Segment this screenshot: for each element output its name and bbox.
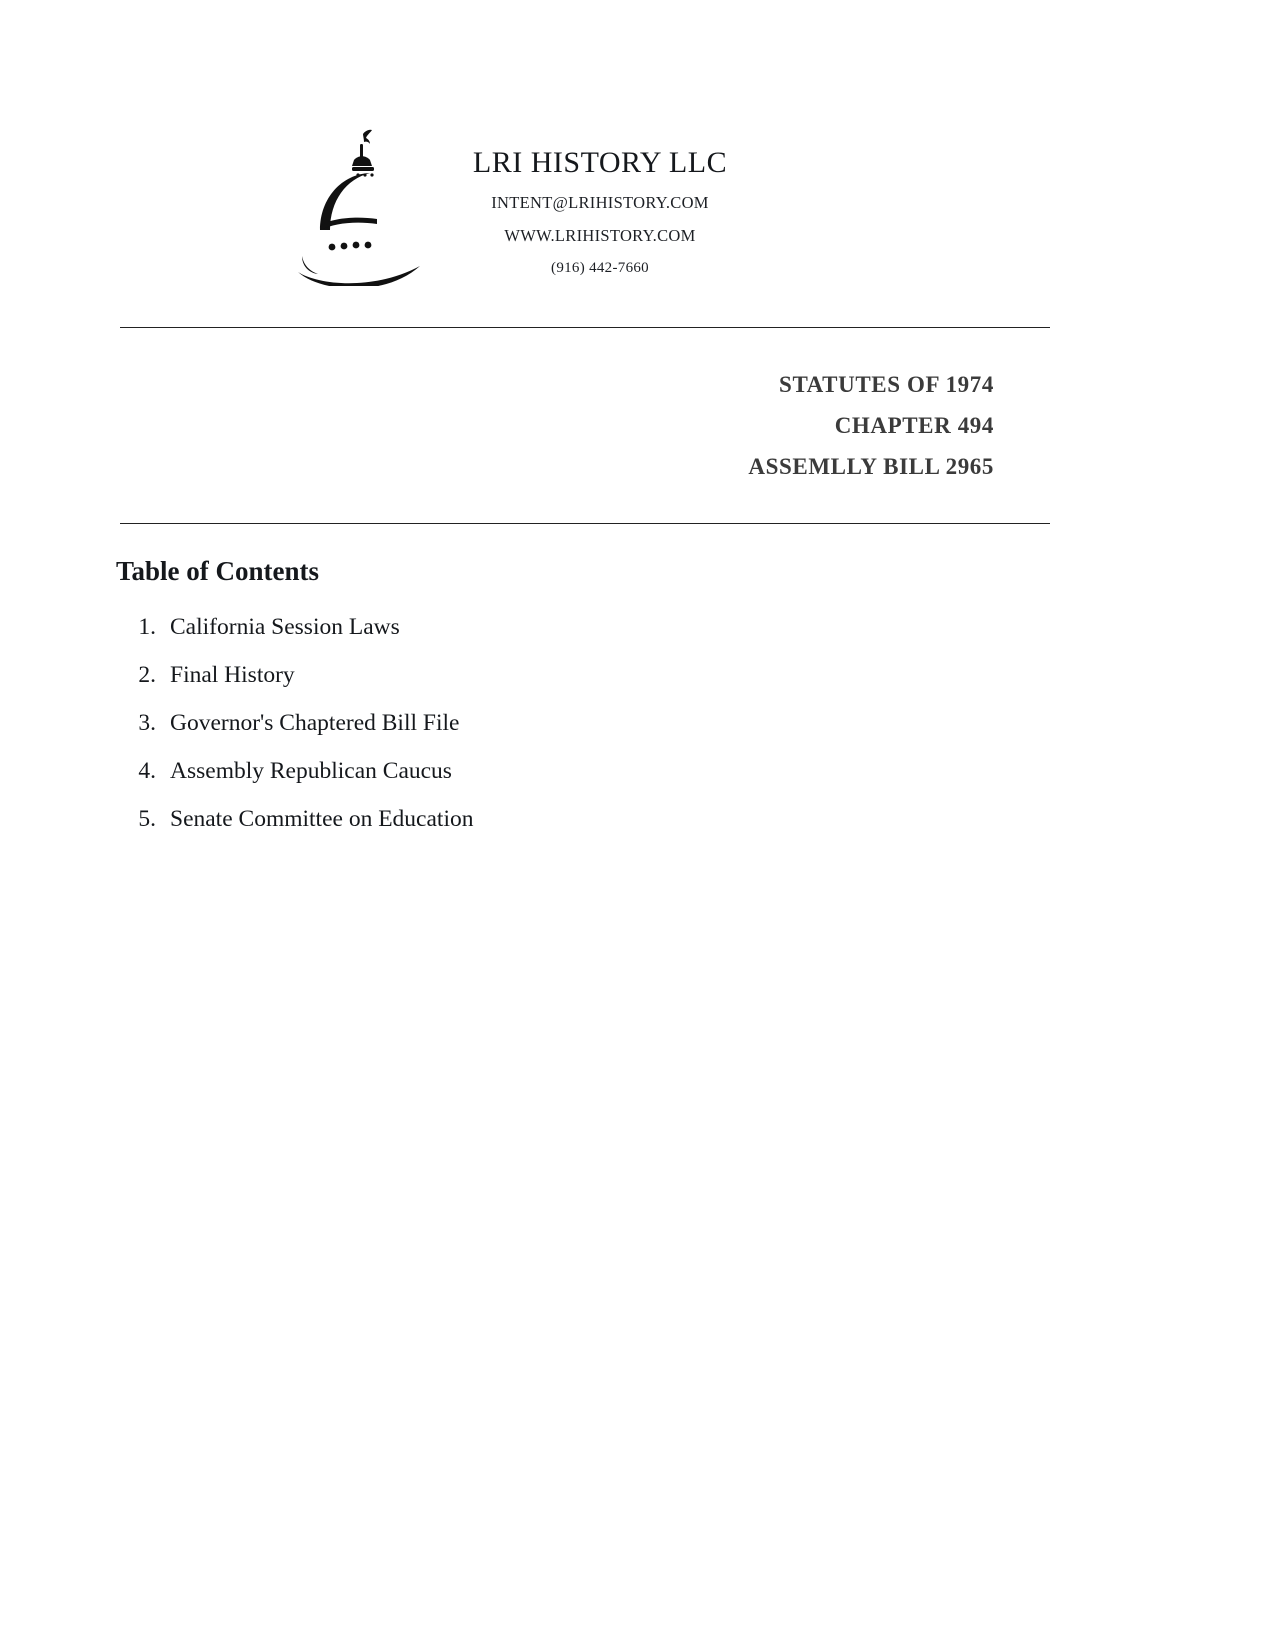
list-item-label: California Session Laws: [170, 614, 400, 640]
list-item-number: 3.: [138, 710, 156, 736]
chapter-line: CHAPTER 494: [834, 413, 994, 438]
title-block: [748, 364, 994, 487]
letterhead: [0, 118, 1276, 298]
list-item-number: 5.: [138, 806, 156, 832]
divider-top: [120, 327, 1050, 328]
list-item-label: Senate Committee on Education: [170, 806, 474, 832]
capitol-dome-icon: [290, 126, 450, 286]
list-item-label: Governor's Chaptered Bill File: [170, 710, 460, 736]
masthead: [455, 146, 745, 277]
list-item[interactable]: [120, 662, 473, 710]
website-text: WWW.LRIHISTORY.COM: [504, 226, 696, 245]
divider-bottom: [120, 523, 1050, 524]
list-item-label: Final History: [170, 662, 295, 688]
list-item[interactable]: [120, 614, 473, 662]
email-text: INTENT@LRIHISTORY.COM: [491, 193, 709, 212]
list-item-number: 2.: [138, 662, 156, 688]
bill-line: ASSEMLLY BILL 2965: [748, 454, 994, 479]
statutes-line: STATUTES OF 1974: [779, 372, 994, 397]
list-item[interactable]: [120, 806, 473, 854]
list-item[interactable]: [120, 710, 473, 758]
list-item-label: Assembly Republican Caucus: [170, 758, 452, 784]
list-item-number: 4.: [138, 758, 156, 784]
page-title: Table of Contents: [116, 556, 320, 586]
company-name: LRI HISTORY LLC: [472, 146, 728, 179]
list-item[interactable]: [120, 758, 473, 806]
table-of-contents-list: [120, 614, 473, 854]
phone-text: (916) 442-7660: [551, 260, 649, 276]
list-item-number: 1.: [138, 614, 156, 640]
